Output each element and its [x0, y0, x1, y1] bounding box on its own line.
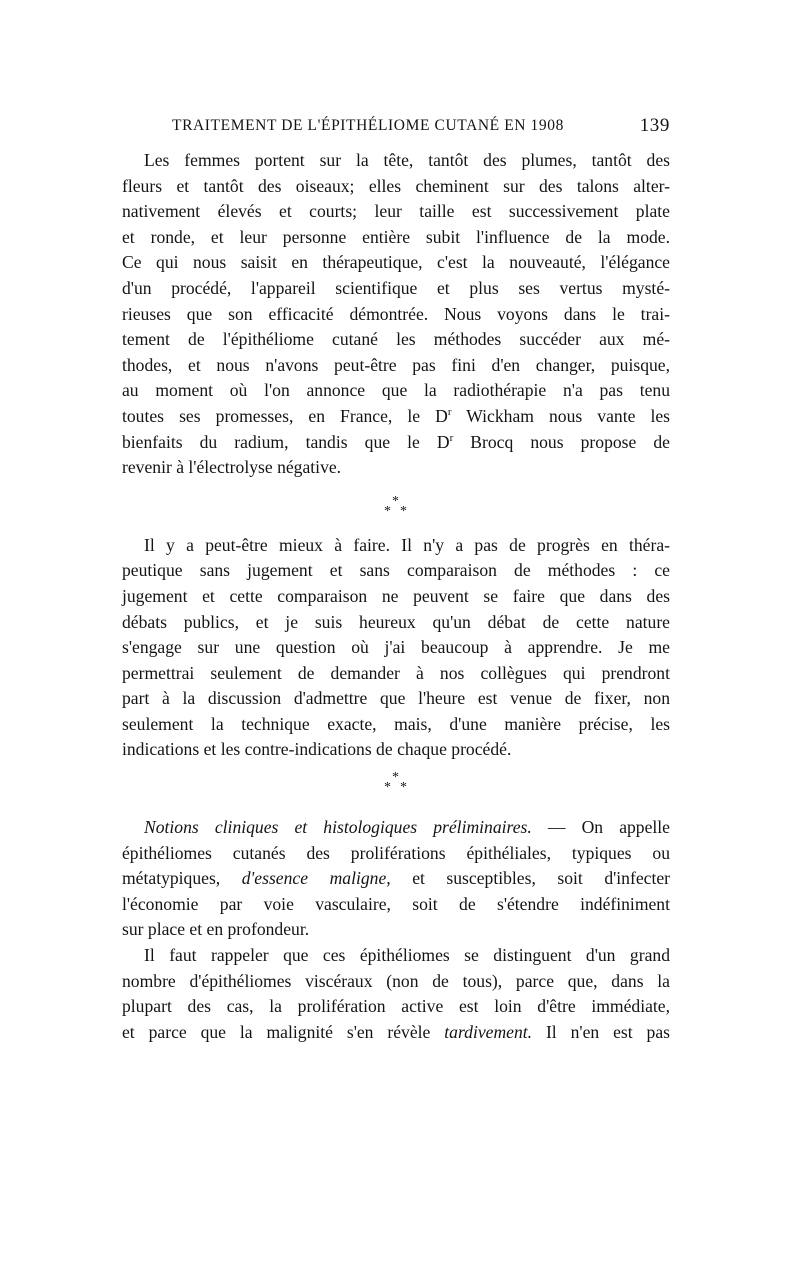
text-line: plupart des cas, la prolifération active est loin d'être immédiate,	[122, 996, 670, 1017]
text-line: seulement la technique exacte, mais, d'une manière précise, les	[122, 713, 670, 734]
asterisk-glyph: *	[400, 780, 407, 796]
asterisk-glyph: *	[384, 780, 391, 796]
text-line	[122, 866, 670, 892]
text-line: Il faut rappeler que ces épithéliomes se distinguent d'un grand	[144, 945, 670, 966]
paragraph-fashion	[122, 148, 670, 481]
section-asterism	[122, 763, 670, 815]
italic-fragment: tardivement.	[444, 1021, 533, 1042]
asterisk-glyph: *	[392, 770, 399, 786]
running-header	[122, 112, 670, 140]
text-line: nombre d'épithéliomes viscéraux (non de tous), parce que, dans la	[122, 970, 670, 991]
paragraph-debate	[122, 533, 670, 763]
text-line: au moment où l'on annonce que la radiothérapie n'a pas tenu	[122, 380, 670, 401]
text-line: peutique sans jugement et sans comparaison de méthodes : ce	[122, 560, 670, 581]
book-page	[122, 112, 670, 1045]
text-line: Les femmes portent sur la tête, tantôt des plumes, tantôt des	[144, 150, 670, 170]
text-fragment: et parce que la malignité s'en révèle	[122, 1021, 445, 1042]
superscript: r	[447, 406, 452, 419]
asterisk-glyph: *	[400, 503, 407, 519]
text-fragment: métatypiques,	[122, 868, 242, 889]
text-fragment: Brocq nous propose de	[453, 431, 670, 452]
text-line: jugement et cette comparaison ne peuvent se faire que dans des	[122, 585, 670, 606]
text-line: permettrai seulement de demander à nos collègues qui prendront	[122, 662, 670, 683]
italic-fragment: d'essence maligne,	[241, 868, 391, 889]
text-fragment: et susceptibles, soit d'infecter	[390, 868, 671, 889]
text-fragment: — On appelle	[531, 817, 670, 838]
page-number: 139	[639, 115, 670, 136]
text-line: part à la discussion d'admettre que l'heure est venue de fixer, non	[122, 688, 670, 709]
asterisk-glyph: *	[392, 493, 399, 509]
text-line	[122, 404, 670, 430]
paragraph-recall	[122, 943, 670, 1045]
text-line: thodes, et nous n'avons peut-être pas fini d'en changer, puisque,	[122, 354, 670, 375]
text-line: d'un procédé, l'appareil scientifique et plus ses vertus mysté-	[122, 277, 670, 298]
text-line	[122, 430, 670, 456]
text-line: indications et les contre-indications de chaque procédé.	[122, 739, 512, 760]
text-line: Ce qui nous saisit en thérapeutique, c'est la nouveauté, l'élégance	[122, 252, 670, 273]
text-fragment: bienfaits du radium, tandis que le D	[122, 431, 450, 452]
text-line: fleurs et tantôt des oiseaux; elles cheminent sur des talons alter-	[122, 175, 670, 196]
text-line	[122, 1020, 670, 1046]
text-line	[122, 815, 670, 841]
text-line: l'économie par voie vasculaire, soit de s'étendre indéfiniment	[122, 893, 670, 914]
text-line: Il y a peut-être mieux à faire. Il n'y a pas de progrès en théra-	[144, 534, 670, 555]
text-line: nativement élevés et courts; leur taille est successivement plate	[122, 201, 670, 222]
section-asterism	[122, 481, 670, 533]
text-line: rieuses que son efficacité démontrée. Nous voyons dans le trai-	[122, 303, 670, 324]
text-line: épithéliomes cutanés des proliférations épithéliales, typiques ou	[122, 842, 670, 863]
running-title: TRAITEMENT DE L'ÉPITHÉLIOME CUTANÉ EN 1908	[172, 117, 564, 134]
section-heading: Notions cliniques et histologiques préliminaires.	[144, 817, 532, 838]
text-fragment: Il n'en est pas	[532, 1021, 670, 1042]
text-fragment: toutes ses promesses, en France, le D	[122, 405, 448, 426]
text-line: sur place et en profondeur.	[122, 919, 310, 940]
paragraph-clinical-notions	[122, 815, 670, 943]
asterisk-glyph: *	[384, 503, 391, 519]
text-fragment: Wickham nous vante les	[451, 405, 670, 426]
superscript: r	[449, 431, 454, 444]
text-line: s'engage sur une question où j'ai beaucoup à apprendre. Je me	[122, 637, 670, 658]
text-line: tement de l'épithéliome cutané les méthodes succéder aux mé-	[122, 329, 670, 350]
text-line: revenir à l'électrolyse négative.	[122, 457, 342, 478]
text-line: débats publics, et je suis heureux qu'un débat de cette nature	[122, 611, 670, 632]
text-line: et ronde, et leur personne entière subit l'influence de la mode.	[122, 226, 670, 247]
